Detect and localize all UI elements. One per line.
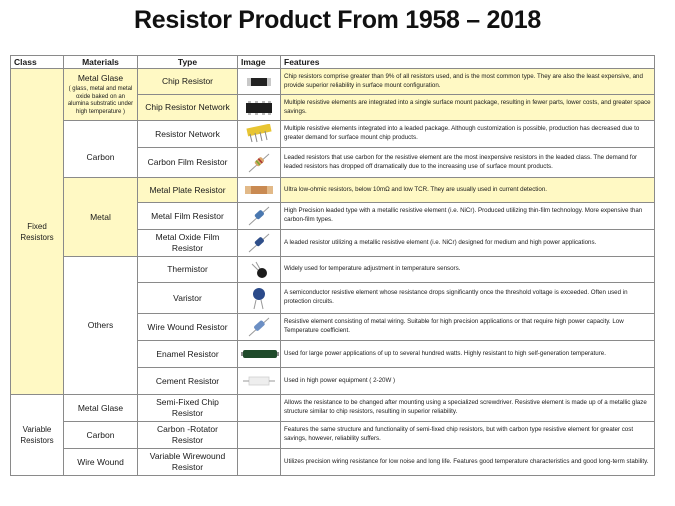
material-carbon: Carbon — [64, 121, 138, 178]
features-cell: A leaded resistor utilizing a metallic resistive element (i.e. NiCr) designed for medium and high power applications. — [281, 230, 655, 257]
table-row — [11, 178, 655, 203]
cement-resistor-icon — [238, 368, 281, 395]
metal-plate-icon — [238, 178, 281, 203]
table-row — [11, 449, 655, 476]
wire-wound-icon — [238, 314, 281, 341]
carbon-film-icon — [238, 148, 281, 178]
type-cell: Carbon -Rotator Resistor — [138, 422, 238, 449]
material-others: Others — [64, 257, 138, 395]
features-cell: Widely used for temperature adjustment in temperature sensors. — [281, 257, 655, 283]
type-cell: Enamel Resistor — [138, 341, 238, 368]
type-cell: Metal Plate Resistor — [138, 178, 238, 203]
material-wire-wound-variable: Wire Wound — [64, 449, 138, 476]
features-cell: Ultra low-ohmic resistors, below 10mΩ and low TCR. They are usually used in current detection. — [281, 178, 655, 203]
metal-film-icon — [238, 203, 281, 230]
features-cell: Multiple resistive elements integrated into a leaded package. Although customization is possible, production has decreased due to greater demand for surface mount chip products. — [281, 121, 655, 148]
chip-network-icon — [238, 95, 281, 121]
type-cell: Variable Wirewound Resistor — [138, 449, 238, 476]
class-fixed: Fixed Resistors — [11, 69, 64, 395]
features-cell: Multiple resistive elements are integrated into a single surface mount package, resulting in fewer parts, lower costs, and greater space savings. — [281, 95, 655, 121]
type-cell: Resistor Network — [138, 121, 238, 148]
material-metal-glaze — [64, 69, 138, 121]
material-note: ( glass, metal and metal oxide baked on an alumina substratic under high temperature ) — [67, 86, 134, 115]
table-row — [11, 69, 655, 95]
features-cell: Utilizes precision wiring resistance for low noise and long life. Features good temperature characteristics and good long-term stability. — [281, 449, 655, 476]
header-type: Type — [138, 56, 238, 69]
class-variable: Variable Resistors — [11, 395, 64, 476]
header-class: Class — [11, 56, 64, 69]
features-cell: Used for large power applications of up to several hundred watts. Highly resistant to high self-generation temperature. — [281, 341, 655, 368]
enamel-resistor-icon — [238, 341, 281, 368]
features-cell: Features the same structure and functionality of semi-fixed chip resistors, but with carbon type resistive element for greater cost savings, however, reliability suffers. — [281, 422, 655, 449]
type-cell: Metal Oxide Film Resistor — [138, 230, 238, 257]
type-cell: Chip Resistor Network — [138, 95, 238, 121]
page-title: Resistor Product From 1958 – 2018 — [134, 6, 541, 34]
material-label: Metal Glase — [77, 73, 124, 83]
varistor-icon — [238, 283, 281, 314]
resistor-table — [10, 55, 655, 476]
type-cell: Semi-Fixed Chip Resistor — [138, 395, 238, 422]
material-metal: Metal — [64, 178, 138, 257]
material-metal-glaze-variable: Metal Glase — [64, 395, 138, 422]
type-cell: Carbon Film Resistor — [138, 148, 238, 178]
features-cell: Allows the resistance to be changed after mounting using a specialized screwdriver. Resistive element is made up of a metallic glaze structure similar to chip resistors, resulting in superior reliability. — [281, 395, 655, 422]
header-row — [11, 56, 655, 69]
type-cell: Wire Wound Resistor — [138, 314, 238, 341]
features-cell: Leaded resistors that use carbon for the resistive element are the most inexpensive resistors in the leaded class. The demand for leaded resistors has dropped off dramatically due to the increasing use of surface mount products. — [281, 148, 655, 178]
type-cell: Cement Resistor — [138, 368, 238, 395]
table-row — [11, 257, 655, 283]
table-row — [11, 422, 655, 449]
type-cell: Chip Resistor — [138, 69, 238, 95]
variable-wirewound-icon — [238, 449, 281, 476]
features-cell: Resistive element consisting of metal wiring. Suitable for high precision applications or that require high power capacity. Low Temperature coefficient. — [281, 314, 655, 341]
type-cell: Metal Film Resistor — [138, 203, 238, 230]
header-image: Image — [238, 56, 281, 69]
features-cell: A semiconductor resistive element whose resistance drops significantly once the threshold voltage is exceeded. Often used in protection circuits. — [281, 283, 655, 314]
features-cell: Used in high power equipment ( 2-20W ) — [281, 368, 655, 395]
features-cell: High Precision leaded type with a metallic resistive element (i.e. NiCr). Produced utilizing thin-film technology. More expensive than carbon-film types. — [281, 203, 655, 230]
features-cell: Chip resistors comprise greater than 9% of all resistors used, and is the most common type. They are also the least expensive, and provide superior reliability in surface mount configuration. — [281, 69, 655, 95]
header-materials: Materials — [64, 56, 138, 69]
thermistor-icon — [238, 257, 281, 283]
type-cell: Varistor — [138, 283, 238, 314]
resistor-network-icon — [238, 121, 281, 148]
type-cell: Thermistor — [138, 257, 238, 283]
material-carbon-variable: Carbon — [64, 422, 138, 449]
header-features: Features — [281, 56, 655, 69]
semi-fixed-chip-icon — [238, 395, 281, 422]
chip-resistor-icon — [238, 69, 281, 95]
table-row — [11, 121, 655, 148]
metal-oxide-icon — [238, 230, 281, 257]
carbon-rotator-icon — [238, 422, 281, 449]
table-row — [11, 395, 655, 422]
